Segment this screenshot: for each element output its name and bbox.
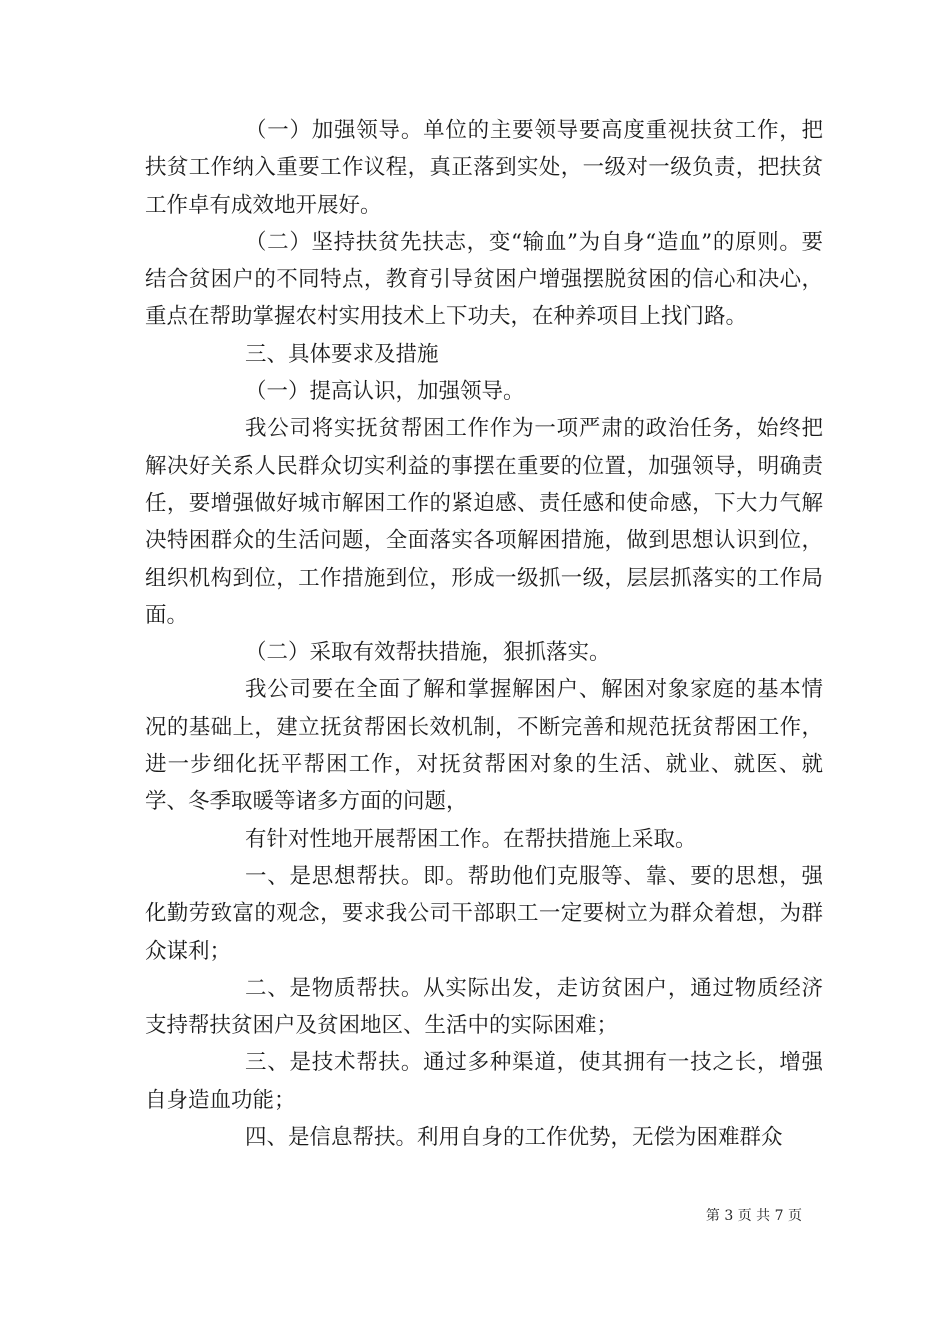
list-item-information-assistance: 四、是信息帮扶。利用自身的工作优势，无偿为困难群众 <box>245 1125 783 1151</box>
paragraph-targeted-assistance: 有针对性地开展帮困工作。在帮扶措施上采取。 <box>245 826 697 852</box>
list-item-ideological-assistance: 一、是思想帮扶。即。帮助他们克服等、靠、要的思想，强化勤劳致富的观念，要求我公司干部职工一定要树立为群众着想，为群众谋利； <box>145 863 823 964</box>
section-heading-requirements: 三、具体要求及措施 <box>245 341 439 367</box>
list-item-material-assistance: 二、是物质帮扶。从实际出发，走访贫困户，通过物质经济支持帮扶贫困户及贫困地区、生活中的实际困难； <box>145 975 823 1039</box>
paragraph-strengthen-leadership: （一）加强领导。单位的主要领导要高度重视扶贫工作，把扶贫工作纳入重要工作议程，真正落到实处，一级对一级负责，把扶贫工作卓有成效地开展好。 <box>145 118 823 218</box>
page-number-footer: 第 3 页 共 7 页 <box>705 1208 802 1224</box>
paragraph-political-task: 我公司将实抚贫帮困工作作为一项严肃的政治任务，始终把解决好关系人民群众切实利益的事摆在重要的位置，加强领导，明确责任，要增强做好城市解困工作的紧迫感、责任感和使命感，下大力气解决特困群众的生活问题，全面落实各项解困措施，做到思想认识到位，组织机构到位，工作措施到位，形成一级抓一级，层层抓落实的工作局面。 <box>145 416 823 628</box>
subheading-effective-measures: （二）采取有效帮扶措施，狠抓落实。 <box>245 640 611 666</box>
list-item-technical-assistance: 三、是技术帮扶。通过多种渠道，使其拥有一技之长，增强自身造血功能； <box>145 1050 823 1113</box>
document-body <box>145 112 823 1156</box>
paragraph-long-term-mechanism: 我公司要在全面了解和掌握解困户、解困对象家庭的基本情况的基础上，建立抚贫帮困长效机制，不断完善和规范抚贫帮困工作，进一步细化抚平帮困工作，对抚贫帮困对象的生活、就业、就医、就学、冬季取暖等诸多方面的问题， <box>145 677 823 815</box>
paragraph-poverty-aspiration: （二）坚持扶贫先扶志，变“输血”为自身“造血”的原则。要结合贫困户的不同特点，教育引导贫困户增强摆脱贫困的信心和决心，重点在帮助掌握农村实用技术上下功夫，在种养项目上找门路。 <box>145 229 823 330</box>
subheading-raise-awareness: （一）提高认识，加强领导。 <box>245 379 525 405</box>
